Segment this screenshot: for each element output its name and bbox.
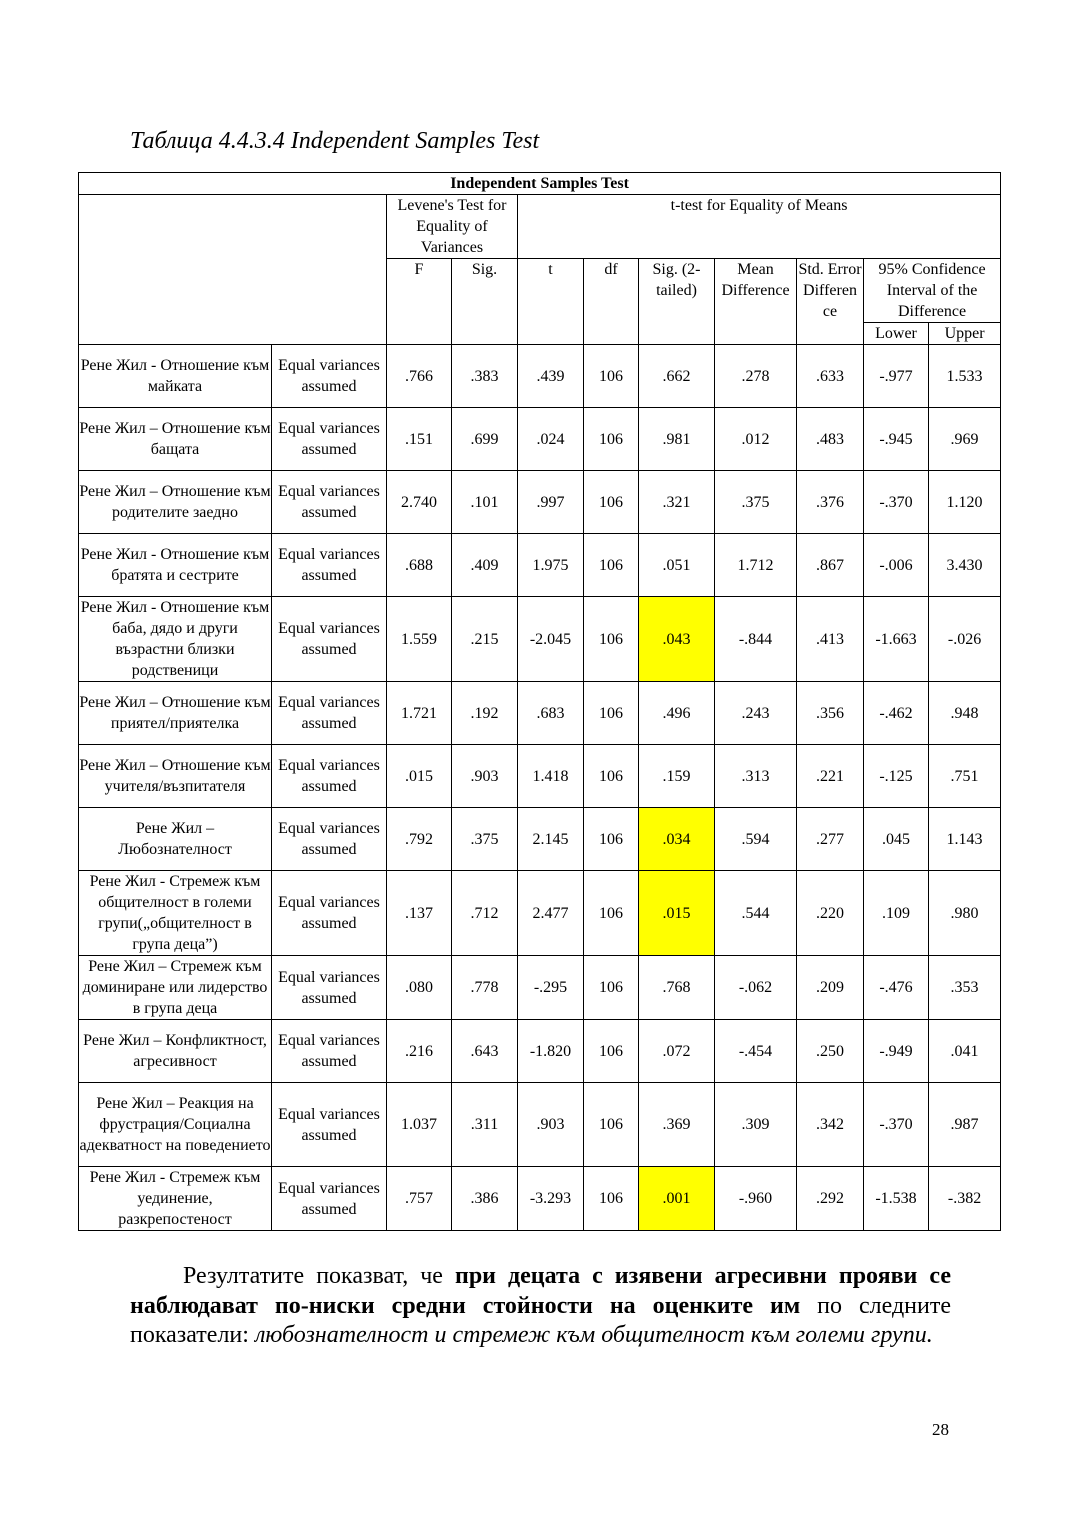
- levene-header: Levene's Test for Equality of Variances: [387, 195, 518, 259]
- cell-df: 106: [584, 956, 639, 1020]
- cell-lower: -.462: [864, 682, 929, 745]
- cell-std-err: .221: [797, 745, 864, 808]
- cell-f: .792: [387, 808, 452, 871]
- cell-f: 2.740: [387, 471, 452, 534]
- cell-df: 106: [584, 745, 639, 808]
- cell-sig: .375: [452, 808, 518, 871]
- cell-upper: .987: [929, 1083, 1001, 1167]
- cell-t: .024: [518, 408, 584, 471]
- table-row: [79, 956, 1001, 1020]
- table-row: [79, 1020, 1001, 1083]
- cell-t: 1.975: [518, 534, 584, 597]
- cell-df: 106: [584, 808, 639, 871]
- table-row: [79, 871, 1001, 956]
- cell-f: 1.559: [387, 597, 452, 682]
- cell-df: 106: [584, 597, 639, 682]
- cell-label: Рене Жил – Отношение към родителите заедно: [79, 471, 272, 534]
- cell-variances: Equal variances assumed: [272, 471, 387, 534]
- cell-mean-diff: .243: [715, 682, 797, 745]
- cell-f: .151: [387, 408, 452, 471]
- cell-sig: .386: [452, 1167, 518, 1231]
- table-row: [79, 408, 1001, 471]
- cell-mean-diff: .544: [715, 871, 797, 956]
- col-header-df: df: [584, 259, 639, 345]
- cell-lower: -.125: [864, 745, 929, 808]
- cell-df: 106: [584, 471, 639, 534]
- cell-sig: .192: [452, 682, 518, 745]
- cell-variances: Equal variances assumed: [272, 1167, 387, 1231]
- cell-t: .683: [518, 682, 584, 745]
- cell-mean-diff: -.454: [715, 1020, 797, 1083]
- table-row: [79, 745, 1001, 808]
- cell-variances: Equal variances assumed: [272, 808, 387, 871]
- cell-t: -2.045: [518, 597, 584, 682]
- cell-mean-diff: -.844: [715, 597, 797, 682]
- cell-df: 106: [584, 871, 639, 956]
- cell-sig2: .321: [639, 471, 715, 534]
- cell-variances: Equal variances assumed: [272, 956, 387, 1020]
- table-row: [79, 808, 1001, 871]
- cell-label: Рене Жил – Отношение към бащата: [79, 408, 272, 471]
- cell-std-err: .483: [797, 408, 864, 471]
- cell-variances: Equal variances assumed: [272, 534, 387, 597]
- table-row: [79, 597, 1001, 682]
- cell-std-err: .867: [797, 534, 864, 597]
- cell-t: -.295: [518, 956, 584, 1020]
- cell-variances: Equal variances assumed: [272, 871, 387, 956]
- col-header-lower: Lower: [864, 323, 929, 345]
- cell-std-err: .277: [797, 808, 864, 871]
- cell-t: .439: [518, 345, 584, 408]
- paragraph-intro: Резултатите показват, че: [183, 1263, 455, 1289]
- cell-std-err: .633: [797, 345, 864, 408]
- cell-sig2: .159: [639, 745, 715, 808]
- cell-sig2: .369: [639, 1083, 715, 1167]
- cell-mean-diff: .309: [715, 1083, 797, 1167]
- cell-lower: .109: [864, 871, 929, 956]
- results-paragraph: [130, 1262, 951, 1351]
- page-number: 28: [932, 1420, 949, 1439]
- cell-f: .080: [387, 956, 452, 1020]
- cell-lower: -.006: [864, 534, 929, 597]
- cell-variances: Equal variances assumed: [272, 682, 387, 745]
- cell-sig: .643: [452, 1020, 518, 1083]
- cell-lower: -.977: [864, 345, 929, 408]
- cell-label: Рене Жил - Отношение към баба, дядо и други възрастни близки родственици: [79, 597, 272, 682]
- cell-t: .903: [518, 1083, 584, 1167]
- cell-sig: .712: [452, 871, 518, 956]
- cell-std-err: .342: [797, 1083, 864, 1167]
- paragraph-middle: по следните показатели:: [130, 1292, 951, 1348]
- cell-label: Рене Жил – Стремеж към доминиране или лидерство в група деца: [79, 956, 272, 1020]
- cell-upper: .041: [929, 1020, 1001, 1083]
- cell-sig2: .015: [639, 871, 715, 956]
- table-title: Independent Samples Test: [79, 173, 1001, 195]
- cell-std-err: .209: [797, 956, 864, 1020]
- cell-f: .688: [387, 534, 452, 597]
- table-row: [79, 345, 1001, 408]
- cell-sig2: .051: [639, 534, 715, 597]
- col-header-t: t: [518, 259, 584, 345]
- cell-upper: 1.143: [929, 808, 1001, 871]
- cell-mean-diff: .375: [715, 471, 797, 534]
- table-row: [79, 1167, 1001, 1231]
- cell-f: .216: [387, 1020, 452, 1083]
- cell-mean-diff: -.960: [715, 1167, 797, 1231]
- table-row: [79, 534, 1001, 597]
- col-header-upper: Upper: [929, 323, 1001, 345]
- cell-std-err: .356: [797, 682, 864, 745]
- cell-std-err: .413: [797, 597, 864, 682]
- table-row: [79, 471, 1001, 534]
- cell-label: Рене Жил – Любознателност: [79, 808, 272, 871]
- cell-std-err: .376: [797, 471, 864, 534]
- cell-mean-diff: .012: [715, 408, 797, 471]
- cell-variances: Equal variances assumed: [272, 597, 387, 682]
- cell-std-err: .250: [797, 1020, 864, 1083]
- cell-sig2: .981: [639, 408, 715, 471]
- cell-upper: 1.120: [929, 471, 1001, 534]
- cell-t: 1.418: [518, 745, 584, 808]
- cell-lower: -1.538: [864, 1167, 929, 1231]
- cell-df: 106: [584, 1020, 639, 1083]
- cell-lower: -.945: [864, 408, 929, 471]
- cell-label: Рене Жил - Стремеж към общителност в големи групи(„общителност в група деца”): [79, 871, 272, 956]
- cell-sig2: .072: [639, 1020, 715, 1083]
- cell-sig: .409: [452, 534, 518, 597]
- cell-lower: -.370: [864, 471, 929, 534]
- cell-f: .757: [387, 1167, 452, 1231]
- cell-upper: 1.533: [929, 345, 1001, 408]
- table-body: [79, 345, 1001, 1231]
- cell-lower: -.476: [864, 956, 929, 1020]
- cell-sig2: .034: [639, 808, 715, 871]
- cell-upper: -.026: [929, 597, 1001, 682]
- paragraph-italic-indicators: любознателност и стремеж към общителност към големи групи.: [254, 1322, 933, 1348]
- cell-df: 106: [584, 682, 639, 745]
- cell-variances: Equal variances assumed: [272, 345, 387, 408]
- col-header-sig: Sig.: [452, 259, 518, 345]
- cell-upper: .980: [929, 871, 1001, 956]
- cell-variances: Equal variances assumed: [272, 745, 387, 808]
- cell-sig2: .768: [639, 956, 715, 1020]
- cell-upper: .948: [929, 682, 1001, 745]
- cell-lower: .045: [864, 808, 929, 871]
- cell-lower: -.370: [864, 1083, 929, 1167]
- cell-t: .997: [518, 471, 584, 534]
- cell-upper: .969: [929, 408, 1001, 471]
- cell-label: Рене Жил – Отношение към учителя/възпитателя: [79, 745, 272, 808]
- cell-upper: -.382: [929, 1167, 1001, 1231]
- cell-upper: .751: [929, 745, 1001, 808]
- col-header-sig2: Sig. (2-tailed): [639, 259, 715, 345]
- cell-label: Рене Жил – Конфликтност, агресивност: [79, 1020, 272, 1083]
- cell-t: 2.145: [518, 808, 584, 871]
- cell-mean-diff: .313: [715, 745, 797, 808]
- ttest-header: t-test for Equality of Means: [518, 195, 1001, 259]
- table-row: [79, 682, 1001, 745]
- cell-sig: .215: [452, 597, 518, 682]
- cell-lower: -1.663: [864, 597, 929, 682]
- cell-mean-diff: .278: [715, 345, 797, 408]
- cell-sig: .101: [452, 471, 518, 534]
- cell-f: .137: [387, 871, 452, 956]
- cell-f: 1.037: [387, 1083, 452, 1167]
- cell-t: -1.820: [518, 1020, 584, 1083]
- cell-label: Рене Жил - Стремеж към уединение, разкрепостеност: [79, 1167, 272, 1231]
- col-header-ci: 95% Confidence Interval of the Difference: [864, 259, 1001, 323]
- cell-label: Рене Жил - Отношение към братята и сестрите: [79, 534, 272, 597]
- col-header-f: F: [387, 259, 452, 345]
- cell-label: Рене Жил – Реакция на фрустрация/Социална адекватност на поведението: [79, 1083, 272, 1167]
- cell-t: -3.293: [518, 1167, 584, 1231]
- col-header-mean-diff: Mean Difference: [715, 259, 797, 345]
- cell-df: 106: [584, 408, 639, 471]
- cell-sig2: .496: [639, 682, 715, 745]
- cell-f: .015: [387, 745, 452, 808]
- cell-f: .766: [387, 345, 452, 408]
- header-blank: [79, 195, 387, 345]
- cell-variances: Equal variances assumed: [272, 1083, 387, 1167]
- cell-variances: Equal variances assumed: [272, 408, 387, 471]
- paragraph-bold-finding: при децата с изявени агресивни прояви се наблюдават по-ниски средни стойности на оценките им: [130, 1263, 952, 1319]
- independent-samples-test-table: [78, 172, 1001, 1231]
- cell-mean-diff: .594: [715, 808, 797, 871]
- table-row: [79, 1083, 1001, 1167]
- cell-mean-diff: 1.712: [715, 534, 797, 597]
- cell-sig: .903: [452, 745, 518, 808]
- cell-label: Рене Жил - Отношение към майката: [79, 345, 272, 408]
- cell-sig: .383: [452, 345, 518, 408]
- cell-sig2: .043: [639, 597, 715, 682]
- table-caption: Таблица 4.4.3.4 Independent Samples Test: [130, 128, 540, 154]
- cell-df: 106: [584, 534, 639, 597]
- cell-upper: 3.430: [929, 534, 1001, 597]
- cell-variances: Equal variances assumed: [272, 1020, 387, 1083]
- col-header-std-err: Std. Error Differen ce: [797, 259, 864, 345]
- cell-sig: .699: [452, 408, 518, 471]
- cell-t: 2.477: [518, 871, 584, 956]
- cell-mean-diff: -.062: [715, 956, 797, 1020]
- cell-label: Рене Жил – Отношение към приятел/приятелка: [79, 682, 272, 745]
- cell-df: 106: [584, 1083, 639, 1167]
- cell-df: 106: [584, 1167, 639, 1231]
- cell-lower: -.949: [864, 1020, 929, 1083]
- cell-sig2: .662: [639, 345, 715, 408]
- cell-sig: .311: [452, 1083, 518, 1167]
- cell-sig: .778: [452, 956, 518, 1020]
- cell-sig2: .001: [639, 1167, 715, 1231]
- cell-f: 1.721: [387, 682, 452, 745]
- cell-std-err: .292: [797, 1167, 864, 1231]
- cell-df: 106: [584, 345, 639, 408]
- cell-upper: .353: [929, 956, 1001, 1020]
- cell-std-err: .220: [797, 871, 864, 956]
